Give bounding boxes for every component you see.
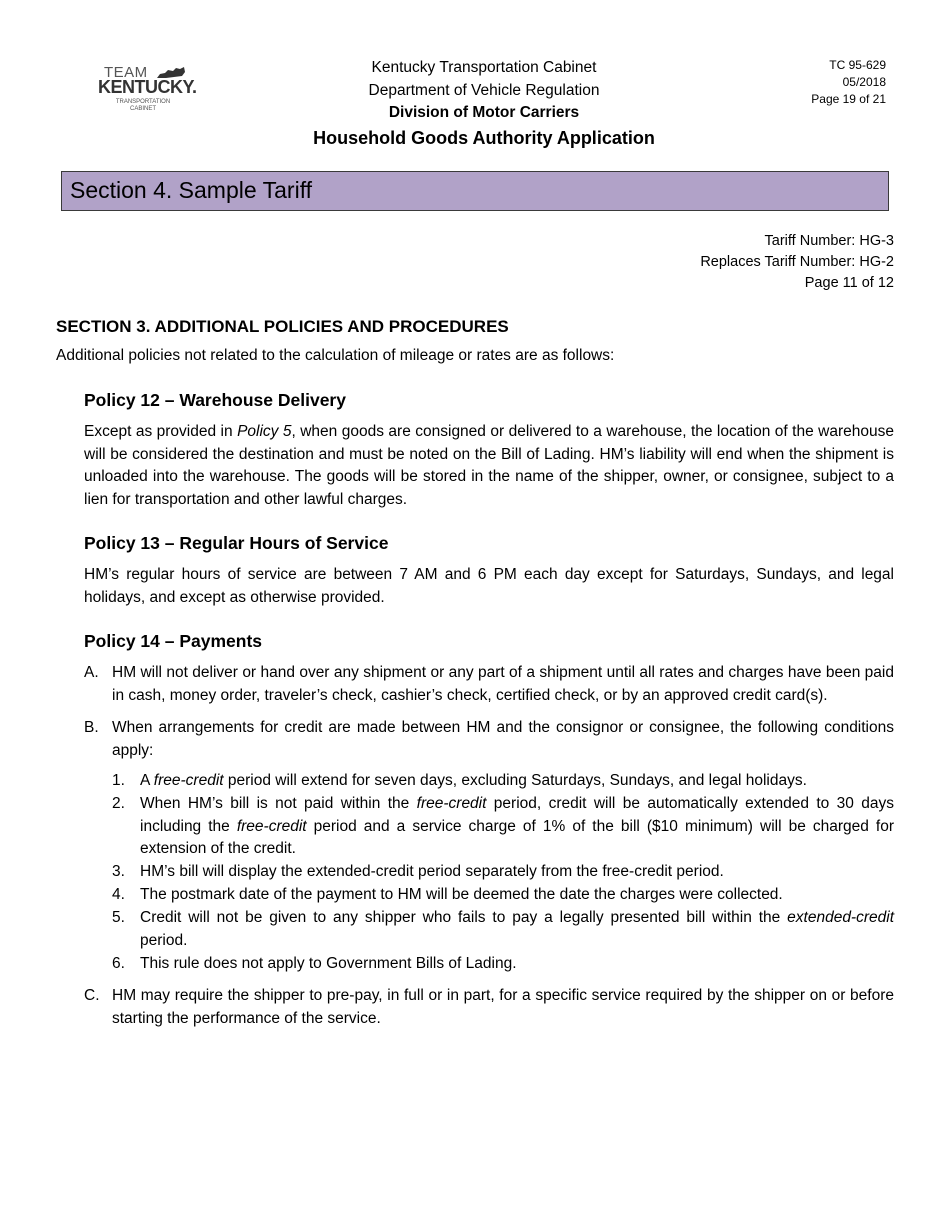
- list-item-text: A: [140, 772, 154, 789]
- team-kentucky-logo: [98, 64, 196, 120]
- list-item-text: period and a service charge of 1% of the bill ($10 minimum) will be charged for extension of the credit.: [140, 817, 895, 857]
- form-page: Page 19 of 21: [811, 92, 886, 106]
- header-line1: Kentucky Transportation Cabinet: [371, 59, 597, 76]
- list-item: [84, 717, 894, 975]
- list-marker: 2.: [112, 795, 125, 812]
- list-item: [112, 953, 894, 976]
- policy-12-text-b: , when goods are consigned or delivered to a warehouse, the location of the warehouse will be considered the destination and must be noted on the Bill of Lading. HM’s liability will end when the shipment is unloaded into the warehouse. The goods will be stored in the name of the shipper, owner, or consignee, subject to a lien for transportation and other lawful charges.: [84, 423, 894, 508]
- list-marker: B.: [84, 719, 99, 736]
- header-line2: Department of Vehicle Regulation: [368, 81, 600, 99]
- list-item: [112, 793, 894, 861]
- section3-heading: SECTION 3. ADDITIONAL POLICIES AND PROCEDURES: [56, 317, 509, 336]
- list-item-text: When arrangements for credit are made between HM and the consignor or consignee, the following conditions apply:: [112, 719, 894, 759]
- section-title: Section 4. Sample Tariff: [70, 177, 313, 203]
- list-item-text: HM will not deliver or hand over any shipment or any part of a shipment until all rates and charges have been paid in cash, money order, traveler’s check, cashier’s check, certified check, or by an approved credit card(s).: [112, 664, 894, 704]
- list-item-text: This rule does not apply to Government Bills of Lading.: [140, 954, 517, 972]
- list-item-text: Credit will not be given to any shipper who fails to pay a legally presented bill within the: [140, 909, 788, 926]
- policy-12-title: Policy 12 – Warehouse Delivery: [84, 390, 346, 410]
- list-marker: 6.: [112, 954, 125, 972]
- policy-14-list: [84, 662, 894, 1030]
- list-item-text: period.: [140, 931, 188, 949]
- form-date: 05/2018: [842, 75, 886, 89]
- policy-14: [84, 630, 894, 1030]
- header-line3: Division of Motor Carriers: [388, 104, 580, 121]
- list-item-emphasis: free-credit: [416, 795, 487, 812]
- policy-13-body: HM’s regular hours of service are between 7 AM and 6 PM each day except for Saturdays, Sundays, and legal holidays, and except as otherwise provided.: [84, 566, 894, 606]
- list-item: [112, 770, 894, 793]
- list-item-emphasis: free-credit: [236, 817, 307, 835]
- document-body: [56, 316, 894, 1040]
- policy-12-body: [84, 421, 894, 511]
- policy-13-title: Policy 13 – Regular Hours of Service: [84, 533, 389, 553]
- logo-sub2: CABINET: [129, 106, 156, 112]
- list-item: [84, 985, 894, 1030]
- logo-team-text: TEAM: [104, 64, 148, 81]
- logo-sub1: TRANSPORTATION: [115, 99, 171, 105]
- list-item: [112, 907, 894, 952]
- policy-14-title: Policy 14 – Payments: [84, 631, 263, 651]
- list-item-emphasis: free-credit: [153, 772, 224, 789]
- list-marker: C.: [84, 987, 100, 1004]
- list-marker: 1.: [112, 772, 125, 789]
- list-marker: 3.: [112, 863, 125, 880]
- document-header: [284, 57, 684, 151]
- list-item-text: period will extend for seven days, excluding Saturdays, Sundays, and legal holidays.: [223, 772, 807, 789]
- tariff-page: Page 11 of 12: [804, 275, 894, 291]
- logo-subtitle: [112, 99, 174, 113]
- list-marker: 5.: [112, 909, 125, 926]
- list-item-text: HM may require the shipper to pre-pay, in full or in part, for a specific service required by the shipper on or before starting the performance of the service.: [112, 987, 894, 1027]
- list-item-text: HM’s bill will display the extended-credit period separately from the free-credit period.: [140, 863, 724, 880]
- list-item: [112, 861, 894, 884]
- list-item-text: The postmark date of the payment to HM will be deemed the date the charges were collected.: [140, 886, 783, 903]
- list-item-emphasis: extended-credit: [787, 909, 894, 926]
- tariff-replaces: Replaces Tariff Number: HG-2: [700, 254, 894, 270]
- policy-12-ref: Policy 5: [237, 423, 292, 440]
- list-marker: A.: [84, 664, 99, 681]
- policy-13: [84, 532, 894, 609]
- list-marker: 4.: [112, 886, 125, 903]
- form-info: [811, 57, 886, 108]
- list-item: [112, 884, 894, 907]
- header-title: Household Goods Authority Application: [313, 127, 655, 148]
- section-title-bar: [61, 171, 889, 211]
- section3-intro: Additional policies not related to the calculation of mileage or rates are as follows:: [56, 346, 615, 364]
- tariff-info: [700, 231, 894, 294]
- list-item-text: When HM’s bill is not paid within the: [140, 795, 417, 812]
- logo-kentucky-text: KENTUCKY.: [98, 77, 197, 97]
- policy-12-text-a: Except as provided in: [84, 423, 238, 440]
- credit-conditions-list: [112, 770, 894, 975]
- policy-12: [84, 389, 894, 511]
- list-item: [84, 662, 894, 707]
- list-item-text: period, credit will be automatically extended to 30 days including the: [140, 795, 894, 835]
- tariff-number: Tariff Number: HG-3: [764, 233, 894, 249]
- form-number: TC 95-629: [829, 58, 886, 72]
